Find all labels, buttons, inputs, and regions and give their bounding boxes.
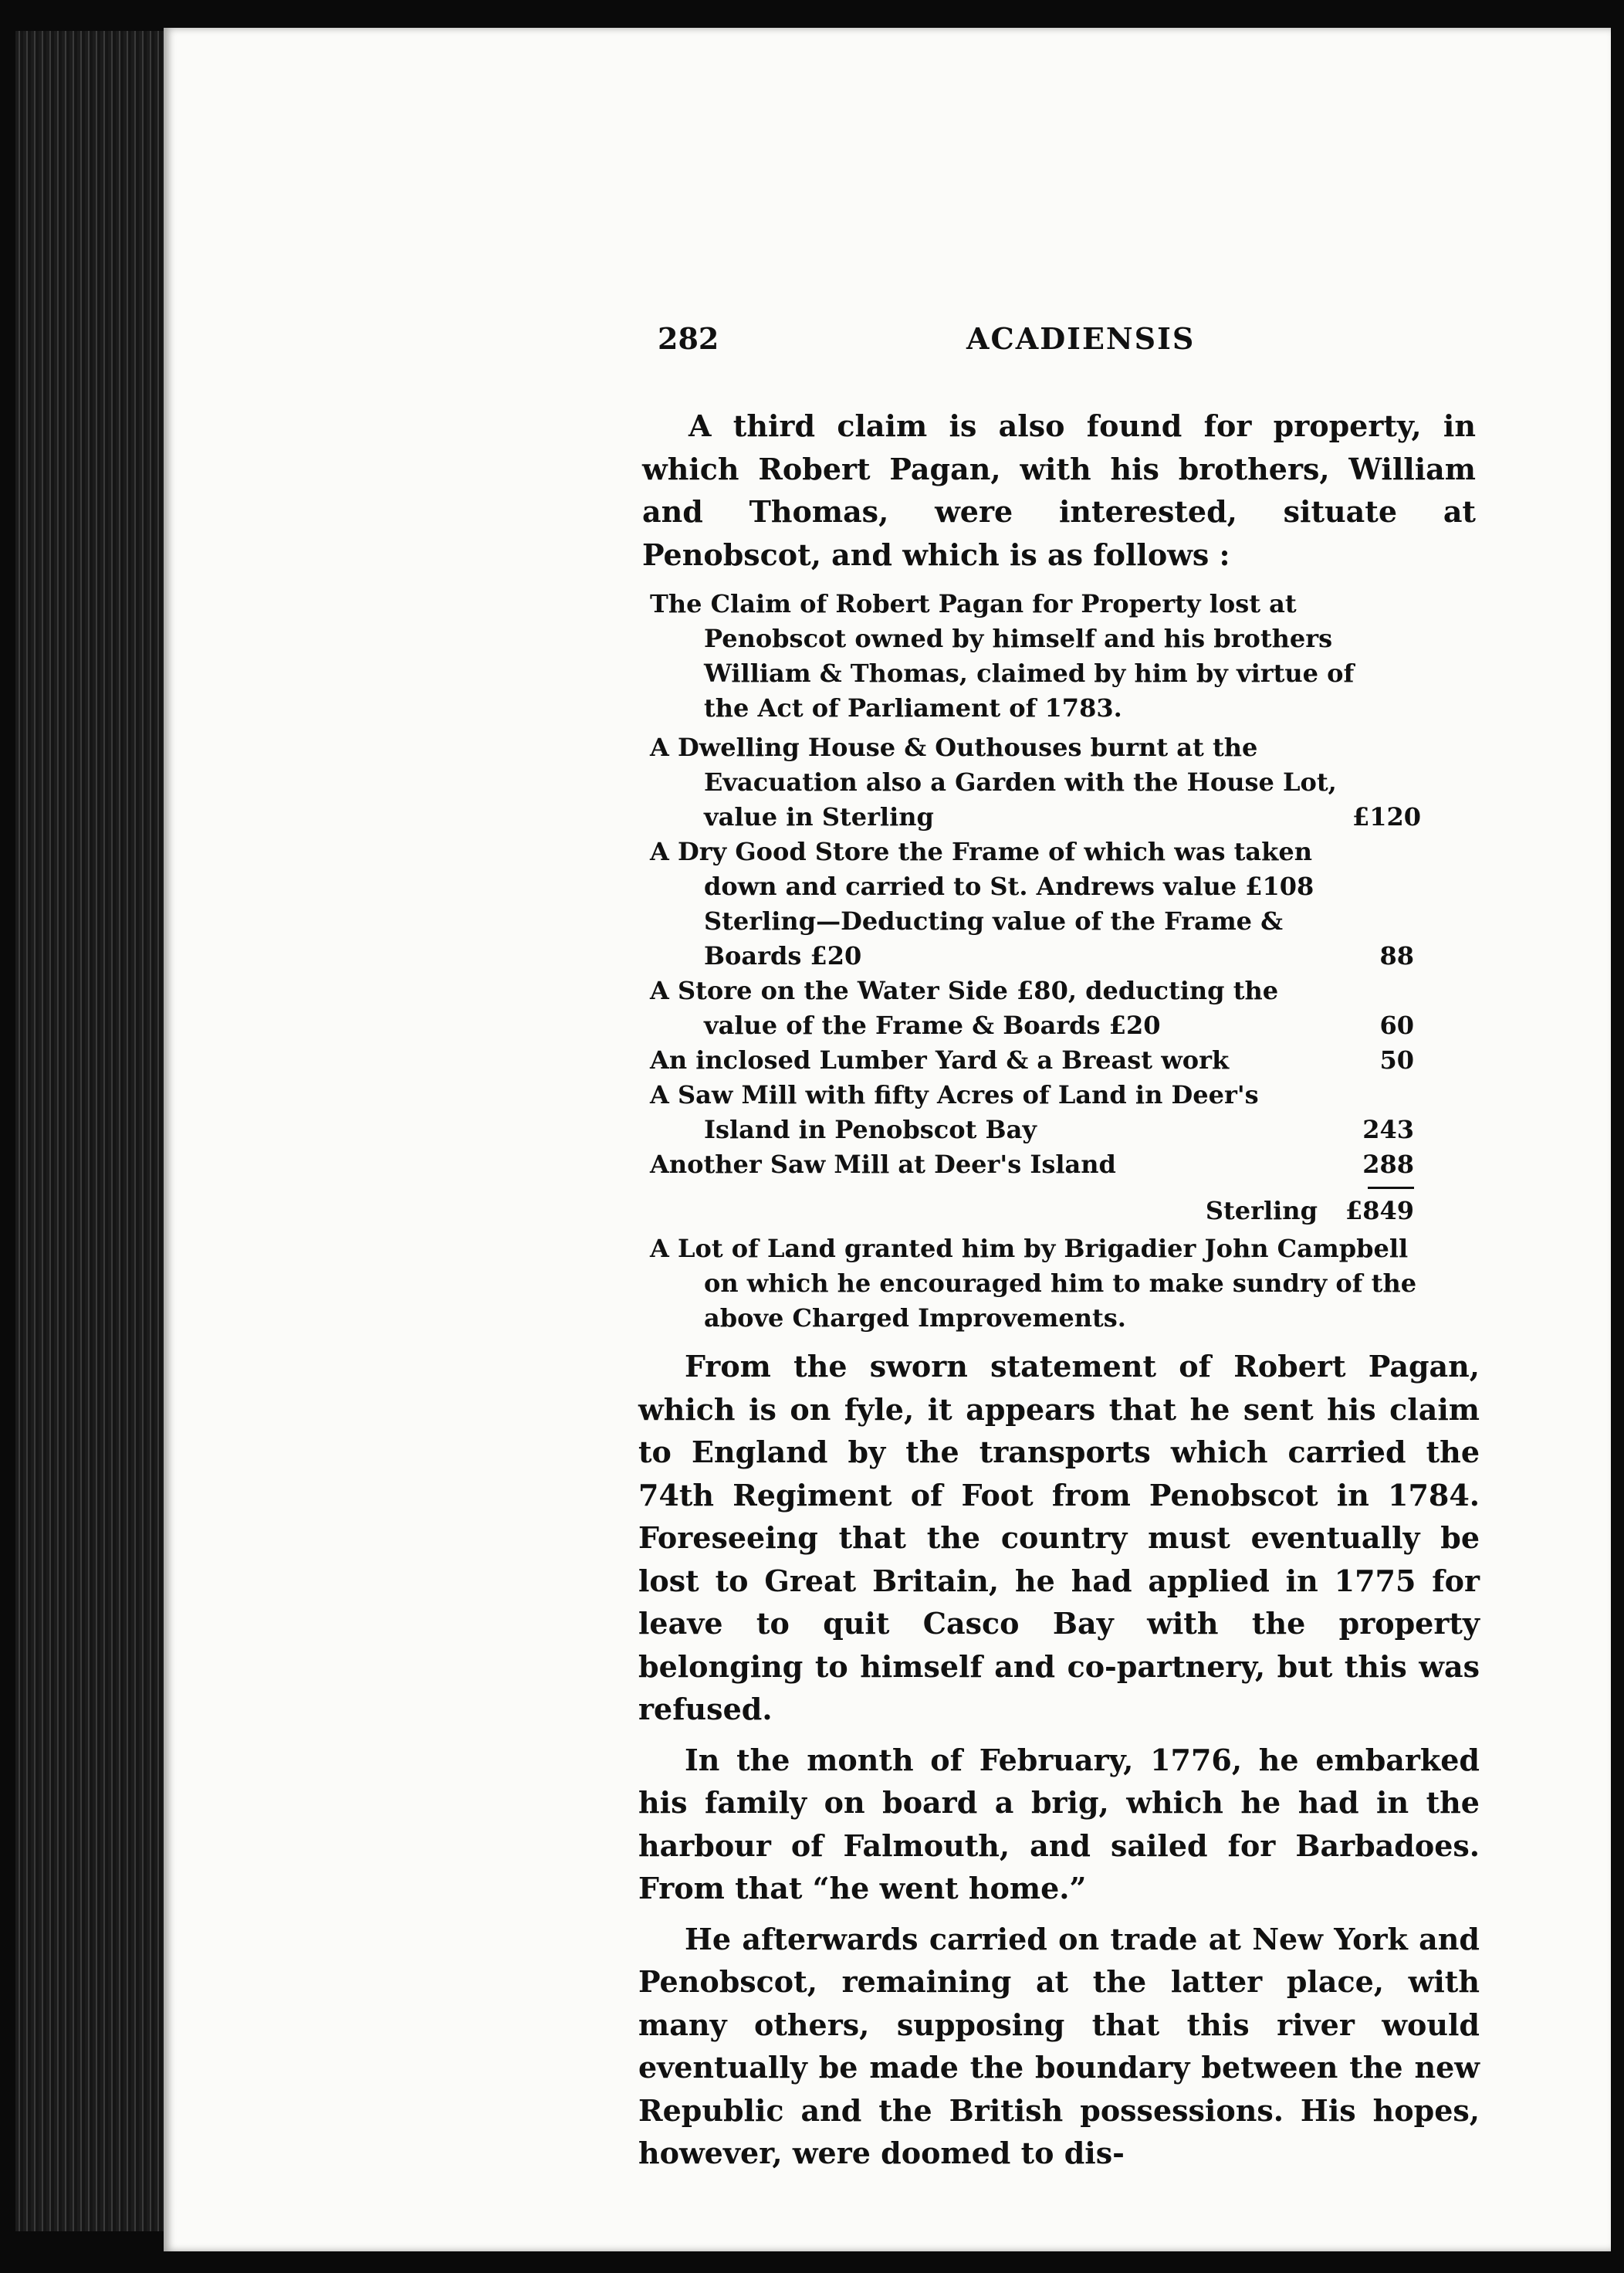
claim-item-text: A Store on the Water Side £80, deducting the value of the Frame & Boards £20 — [650, 976, 1279, 1040]
total-value: £849 — [1345, 1196, 1414, 1225]
claim-item — [650, 1043, 1437, 1078]
scanned-page — [164, 28, 1611, 2251]
text-column — [472, 321, 1487, 2183]
lot-note: A Lot of Land granted him by Brigadier John Campbell on which he encouraged him to make sundry of the above Charged Improvements. — [650, 1234, 1417, 1333]
intro-paragraph: A third claim is also found for property, in which Robert Pagan, with his brothers, William and Thomas, were interested, situate at Penobscot, and which is as follows : — [642, 408, 1476, 572]
total-rule — [1368, 1187, 1414, 1189]
body-paragraph: From the sworn statement of Robert Pagan, which is on fyle, it appears that he sent his claim to England by the transports which carried the 74th Regiment of Foot from Penobscot in 1784. Foreseeing that the country must eventually be lost to Great Britain, he had applied in 1775 for leave to quit Casco Bay with the property belonging to himself and co-partnery, but this was refused. — [638, 1349, 1480, 1726]
claim-item — [650, 974, 1437, 1043]
page-number: 282 — [658, 321, 719, 356]
claim-item — [650, 1147, 1437, 1182]
body-paragraph: In the month of February, 1776, he embarked his family on board a brig, which he had in the harbour of Falmouth, and sailed for Barbadoes. From that “he went home.” — [638, 1742, 1480, 1905]
claim-item-text: Another Saw Mill at Deer's Island — [650, 1150, 1116, 1179]
claim-item — [650, 730, 1437, 835]
claim-item-value: 50 — [1379, 1045, 1414, 1075]
claim-item — [650, 1078, 1437, 1147]
claim-total — [650, 1194, 1437, 1228]
claim-item-text: A Dry Good Store the Frame of which was taken down and carried to St. Andrews value £108 Sterling—Deducting value of the Frame & Boards £20 — [650, 837, 1314, 971]
claim-item-value: £120 — [1352, 802, 1422, 832]
claim-item-value: 88 — [1379, 941, 1414, 971]
claim-item-value: 60 — [1379, 1011, 1414, 1040]
claim-item — [650, 835, 1437, 974]
claim-item-value: 243 — [1362, 1115, 1414, 1144]
claim-item-text: A Dwelling House & Outhouses burnt at the Evacuation also a Garden with the House Lot, value in Sterling — [650, 733, 1337, 832]
claim-heading: The Claim of Robert Pagan for Property lost at Penobscot owned by himself and his brothers William & Thomas, claimed by him by virtue of the Act of Parliament of 1783. — [650, 589, 1355, 723]
claim-item-value: 288 — [1362, 1150, 1414, 1179]
claim-item-text: An inclosed Lumber Yard & a Breast work — [650, 1045, 1230, 1075]
body-paragraph: He afterwards carried on trade at New York and Penobscot, remaining at the latter place, with many others, supposing that this river would eventually be made the boundary between the new Republic and the British possessions. His hopes, however, were doomed to dis- — [638, 1921, 1480, 2170]
claim-schedule — [650, 587, 1437, 1336]
total-label: Sterling — [1205, 1196, 1318, 1225]
claim-item-text: A Saw Mill with fifty Acres of Land in Deer's Island in Penobscot Bay — [650, 1080, 1259, 1144]
journal-title: ACADIENSIS — [966, 321, 1196, 356]
running-head — [472, 321, 1487, 368]
book-page-edge — [15, 31, 185, 2231]
